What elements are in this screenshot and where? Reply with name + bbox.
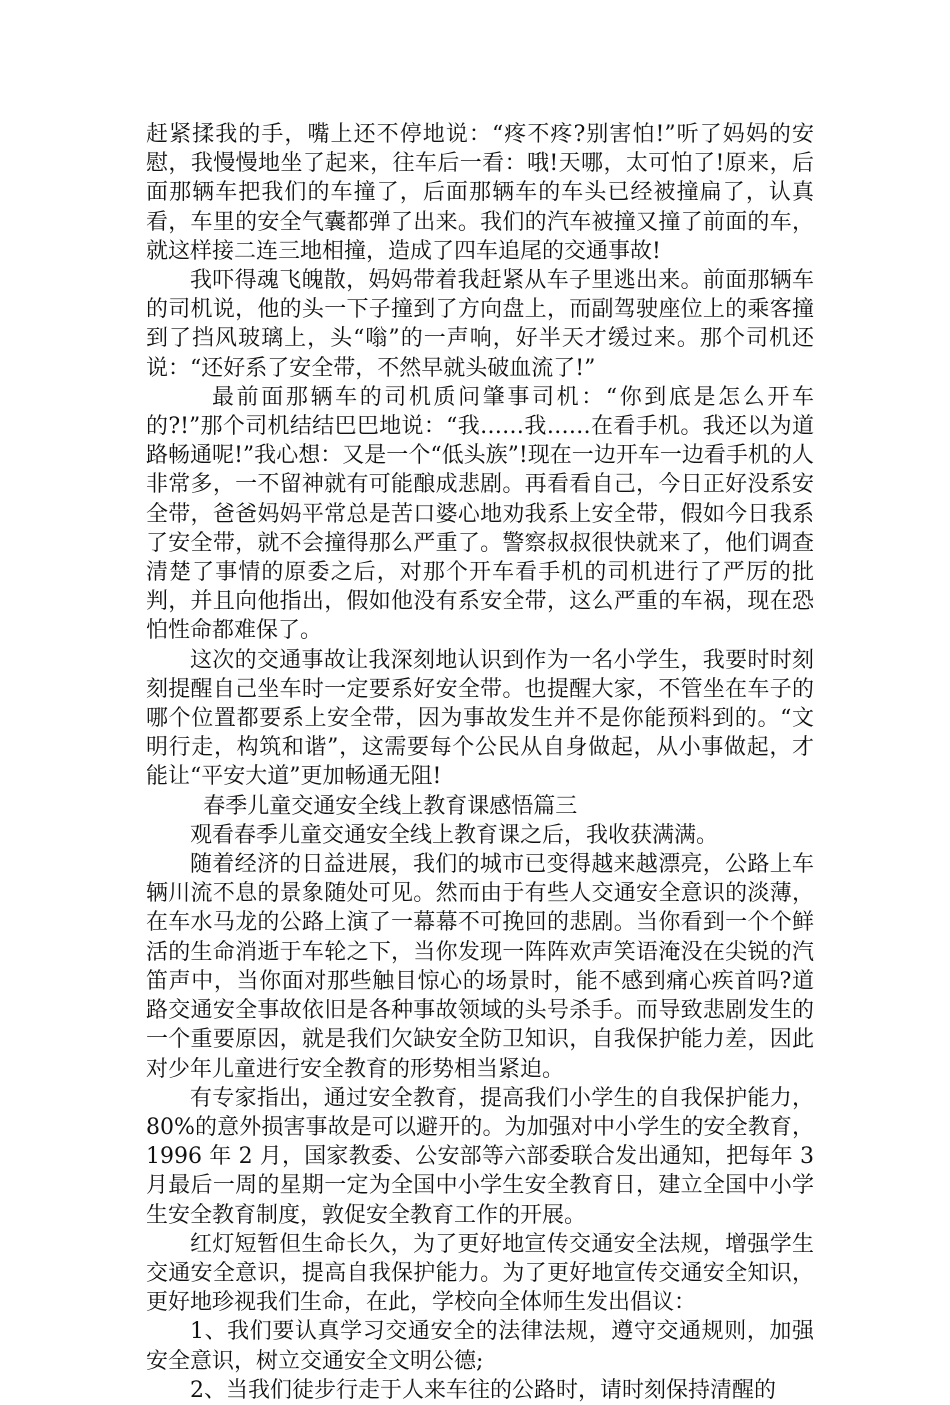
paragraph: 观看春季儿童交通安全线上教育课之后，我收获满满。 <box>190 822 719 848</box>
paragraph: 随着经济的日益进展，我们的城市已变得越来越漂亮，公路上车辆川流不息的景象随处可见。然而由于有些人交通安全意识的淡薄，在车水马龙的公路上演了一幕幕不可挽回的悲剧。当你看到一个个鲜活的生命消逝于车轮之下，当你发现一阵阵欢声笑语淹没在尖锐的汽笛声中，当你面对那些触目惊心的场景时，能不感到痛心疾首吗?道路交通安全事故依旧是各种事故领域的头号杀手。而导致悲剧发生的一个重要原因，就是我们欠缺安全防卫知识，自我保护能力差，因此对少年儿童进行安全教育的形势相当紧迫。 <box>146 852 814 1082</box>
section-heading: 春季儿童交通安全线上教育课感悟篇三 <box>203 793 578 819</box>
list-item: 1、我们要认真学习交通安全的法律法规，遵守交通规则，加强安全意识，树立交通安全文明公德; <box>146 1319 814 1374</box>
paragraph: 这次的交通事故让我深刻地认识到作为一名小学生，我要时时刻刻提醒自己坐车时一定要系好安全带。也提醒大家，不管坐在车子的哪个位置都要系上安全带，因为事故发生并不是你能预料到的。“文明行走，构筑和谐”，这需要每个公民从自身做起，从小事做起，才能让“平安大道”更加畅通无阻! <box>146 647 814 790</box>
paragraph: 最前面那辆车的司机质问肇事司机：“你到底是怎么开车的?!”那个司机结结巴巴地说：“我……我……在看手机。我还以为道路畅通呢!”我心想：又是一个“低头族”!现在一边开车一边看手机的人非常多，一不留神就有可能酿成悲剧。再看看自己，今日正好没系安全带，爸爸妈妈平常总是苦口婆心地劝我系上安全带，假如今日我系了安全带，就不会撞得那么严重了。警察叔叔很快就来了，他们调查清楚了事情的原委之后，对那个开车看手机的司机进行了严厉的批判，并且向他指出，假如他没有系安全带，这么严重的车祸，现在恐怕性命都难保了。 <box>146 384 814 644</box>
list-item: 2、当我们徒步行走于人来车往的公路时，请时刻保持清醒的 <box>190 1377 776 1403</box>
document-body <box>146 120 821 1405</box>
paragraph: 有专家指出，通过安全教育，提高我们小学生的自我保护能力，80%的意外损害事故是可以避开的。为加强对中小学生的安全教育，1996 年 2 月，国家教委、公安部等六部委联合发出通知，把每年 3 月最后一周的星期一定为全国中小学生安全教育日，建立全国中小学生安全教育制度，敦促安全教育工作的开展。 <box>146 1085 821 1228</box>
paragraph: 我吓得魂飞魄散，妈妈带着我赶紧从车子里逃出来。前面那辆车的司机说，他的头一下子撞到了方向盘上，而副驾驶座位上的乘客撞到了挡风玻璃上，头“嗡”的一声响，好半天才缓过来。那个司机还说：“还好系了安全带，不然早就头破血流了!” <box>146 268 814 381</box>
paragraph: 赶紧揉我的手，嘴上还不停地说：“疼不疼?别害怕!”听了妈妈的安慰，我慢慢地坐了起来，往车后一看：哦!天哪，太可怕了!原来，后面那辆车把我们的车撞了，后面那辆车的车头已经被撞扁了，认真看，车里的安全气囊都弹了出来。我们的汽车被撞又撞了前面的车，就这样接二连三地相撞，造成了四车追尾的交通事故! <box>146 122 814 264</box>
paragraph: 红灯短暂但生命长久，为了更好地宣传交通安全法规，增强学生交通安全意识，提高自我保护能力。为了更好地宣传交通安全知识，更好地珍视我们生命，在此，学校向全体师生发出倡议： <box>146 1231 814 1316</box>
